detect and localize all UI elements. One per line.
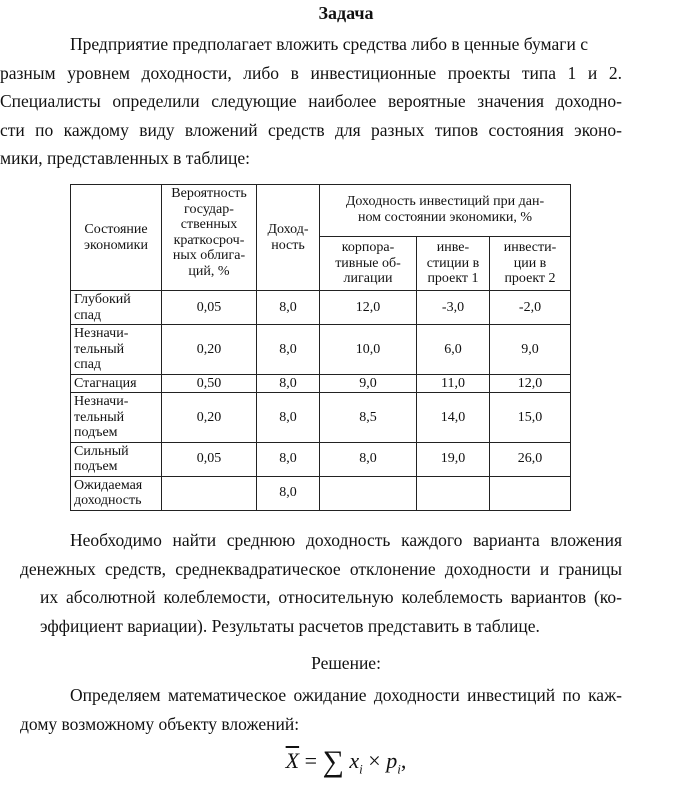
- header-group: Доходность инвестиций при дан- ном состоянии экономики, %: [320, 185, 571, 237]
- cell-project2: 26,0: [490, 442, 571, 476]
- cell-project1: 6,0: [417, 325, 490, 375]
- task-line: денежных средств, среднеквадратическое отклонение доходности и границы: [20, 558, 622, 579]
- row-state: Незначи- тельный спад: [71, 325, 162, 375]
- cell-project1: -3,0: [417, 291, 490, 325]
- row-state: Сильный подъем: [71, 442, 162, 476]
- cell-yield: 8,0: [257, 374, 320, 393]
- cell-corporate: [320, 476, 417, 510]
- cell-probability: 0,20: [162, 393, 257, 443]
- cell-yield: 8,0: [257, 442, 320, 476]
- row-state: Стагнация: [71, 374, 162, 393]
- task-line: Необходимо найти среднюю доходность каждого варианта вложения: [70, 530, 622, 550]
- formula-tail: ,: [400, 748, 407, 773]
- cell-corporate: 8,0: [320, 442, 417, 476]
- cell-yield: 8,0: [257, 476, 320, 510]
- cell-probability: 0,20: [162, 325, 257, 375]
- table-row: [71, 476, 571, 510]
- header-probability: Вероятность государ- ственных краткосроч- ных облига- ций, %: [162, 185, 257, 291]
- formula-x: x: [349, 748, 360, 773]
- cell-corporate: 10,0: [320, 325, 417, 375]
- cell-yield: 8,0: [257, 325, 320, 375]
- solution-line: Определяем математическое ожидание доходности инвестиций по каж-: [70, 685, 622, 705]
- table-row: [71, 442, 571, 476]
- cell-probability: 0,50: [162, 374, 257, 393]
- cell-corporate: 12,0: [320, 291, 417, 325]
- row-state: Ожидаемая доходность: [71, 476, 162, 510]
- intro-paragraph: [0, 30, 622, 173]
- cell-probability: 0,05: [162, 442, 257, 476]
- formula-equals: =: [304, 748, 318, 773]
- cell-project2: -2,0: [490, 291, 571, 325]
- intro-line: Предприятие предполагает вложить средства либо в ценные бумаги с: [70, 34, 588, 54]
- row-state: Незначи- тельный подъем: [71, 393, 162, 443]
- header-project2: инвести- ции в проект 2: [490, 237, 571, 291]
- table-row: [71, 291, 571, 325]
- solution-line: дому возможному объекту вложений:: [20, 713, 300, 734]
- cell-probability: [162, 476, 257, 510]
- cell-corporate: 8,5: [320, 393, 417, 443]
- formula-times: ×: [368, 748, 381, 773]
- row-state: Глубокий спад: [71, 291, 162, 325]
- solution-heading: Решение:: [311, 653, 381, 673]
- formula-lhs: $\overline{X}$: [285, 748, 300, 773]
- header-yield: Доход- ность: [257, 185, 320, 291]
- formula-x-index: i: [359, 761, 363, 777]
- header-project1: инве- стиции в проект 1: [417, 237, 490, 291]
- cell-project1: 11,0: [417, 374, 490, 393]
- cell-project1: 14,0: [417, 393, 490, 443]
- task-paragraph: [20, 526, 622, 640]
- formula-p-index: i: [397, 761, 401, 777]
- intro-line: сти по каждому виду вложений средств для разных типов состояния эконо-: [0, 119, 622, 140]
- intro-line: разным уровнем доходности, либо в инвестиционные проекты типа 1 и 2.: [0, 62, 622, 83]
- solution-paragraph: [20, 681, 622, 738]
- page-title: Задача: [318, 3, 374, 23]
- cell-yield: 8,0: [257, 393, 320, 443]
- formula-p: p: [386, 748, 398, 773]
- cell-probability: 0,05: [162, 291, 257, 325]
- cell-project2: [490, 476, 571, 510]
- cell-project1: [417, 476, 490, 510]
- header-state: Состояние экономики: [71, 185, 162, 291]
- table-row: [71, 374, 571, 393]
- task-line: их абсолютной колеблемости, относительную колеблемость вариантов (ко-: [40, 587, 622, 607]
- cell-project2: 12,0: [490, 374, 571, 393]
- header-corporate: корпора- тивные об- лигации: [320, 237, 417, 291]
- cell-project2: 9,0: [490, 325, 571, 375]
- intro-line: Специалисты определили следующие наиболее вероятные значения доходно-: [0, 91, 622, 111]
- returns-table: [70, 184, 571, 511]
- cell-project1: 19,0: [417, 442, 490, 476]
- table-row: [71, 325, 571, 375]
- task-line: эффициент вариации). Результаты расчетов представить в таблице.: [40, 615, 540, 636]
- cell-yield: 8,0: [257, 291, 320, 325]
- sum-symbol: ∑: [322, 745, 344, 778]
- expected-value-formula: [0, 744, 692, 786]
- intro-line: мики, представленных в таблице:: [0, 148, 250, 168]
- cell-project2: 15,0: [490, 393, 571, 443]
- cell-corporate: 9,0: [320, 374, 417, 393]
- table-row: [71, 393, 571, 443]
